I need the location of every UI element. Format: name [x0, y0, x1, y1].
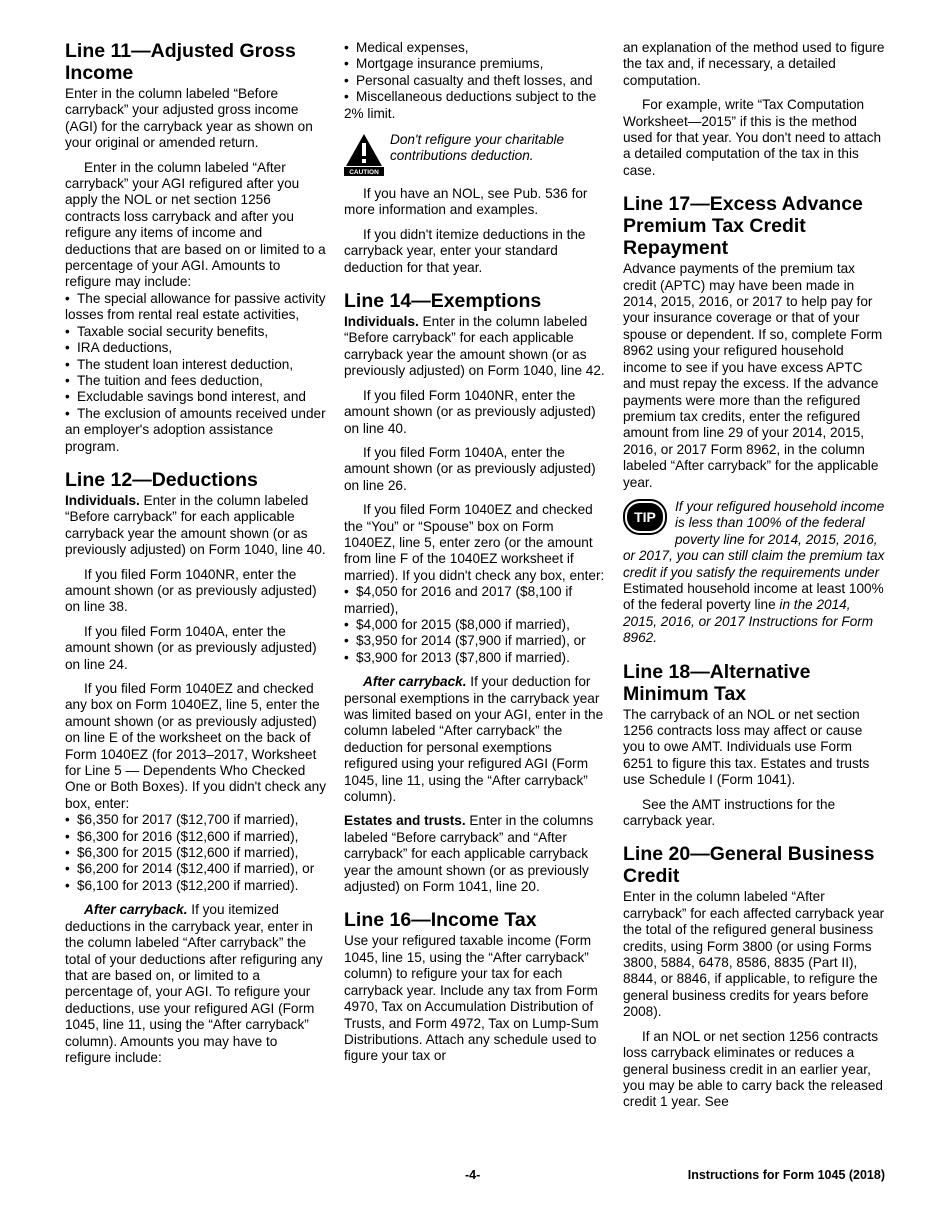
paragraph: Enter in the column labeled “After carryback” for each affected carryback year the total of the refigured general business credits, using Form 3800 (or using Forms 3800, 5884, 6478, 8586, 8835 (Part II), 8844, or 8846, if applicable, to refigure the general business credits for years before 2008). [623, 889, 885, 1020]
list-item: • The student loan interest deduction, [65, 356, 294, 372]
paragraph: The carryback of an NOL or net section 1256 contracts loss may affect or cause you to owe AMT. Individuals use Form 6251 to figure this tax. Estates and trusts use Schedule I (Form 1041). [623, 706, 870, 788]
paragraph: If you didn't itemize deductions in the carryback year, enter your standard deduction for that year. [344, 226, 586, 275]
list-item: • Mortgage insurance premiums, [344, 56, 544, 72]
list-item: • $6,300 for 2016 ($12,600 if married), [65, 828, 299, 844]
heading-line-17: Line 17—Excess Advance Premium Tax Credit Repayment [623, 193, 863, 260]
paragraph: Advance payments of the premium tax credit (APTC) may have been made in 2014, 2015, 2016, or 2017 to help pay for your insurance coverage or that of your spouse or dependent. If so, complete Form 8962 using your refigured household income to see if you have excess APTC and must repay the excess. If the advance payments were more than the refigured premium tax credits, enter the refigured amount from line 29 of your 2014, 2015, 2016, or 2017 Form 8962, in the column labeled “After carryback” for the applicable year. [623, 261, 883, 490]
page-footer [65, 1168, 885, 1186]
paragraph: If you have an NOL, see Pub. 536 for more information and examples. [344, 186, 588, 218]
list-item: • $6,100 for 2013 ($12,200 if married). [65, 877, 299, 893]
paragraph: Estates and trusts. Enter in the columns labeled “Before carryback” and “After carryback” for each applicable carryback year the amount shown (or as previously adjusted) on Form 1041, line 20. [344, 813, 594, 895]
list-item: • Medical expenses, [344, 40, 469, 55]
paragraph: Individuals. Enter in the column labeled “Before carryback” for each applicable carryback year the amount shown (or as previously adjusted) on Form 1040, line 40. [65, 492, 326, 558]
bullet-list [344, 40, 606, 122]
form-reference: Instructions for Form 1045 (2018) [687, 1168, 885, 1182]
list-item: • The special allowance for passive activity losses from rental real estate activities, [65, 290, 326, 323]
paragraph: If an NOL or net section 1256 contracts loss carryback eliminates or reduces a general business credit in an earlier year, you may be able to carry back the released credit 1 year. See [623, 1028, 883, 1110]
heading-line-11: Line 11—Adjusted Gross Income [65, 40, 296, 84]
paragraph: After carryback. If you itemized deductions in the carryback year, enter in the column labeled “After carryback” the total of your deductions after refiguring any that are based on, or limited to a percentage of, your AGI. To refigure your deductions, use your refigured AGI (Form 1045, line 11, using the “After carryback” column). Amounts you may have to refigure include: [65, 902, 323, 1065]
list-item: • $6,200 for 2014 ($12,400 if married), or [65, 861, 315, 877]
list-item: • Miscellaneous deductions subject to the 2% limit. [344, 89, 597, 121]
list-item: • Excludable savings bond interest, and [65, 389, 306, 405]
paragraph: If you filed Form 1040A, enter the amount shown (or as previously adjusted) on line 24. [65, 623, 317, 672]
paragraph: Enter in the column labeled “After carryback” your AGI refigured after you apply the NOL or net section 1256 contracts loss carryback and after you refigure any items of income and deductions that are based on or limited to a percentage of your AGI. Amounts to refigure may include: [65, 159, 326, 290]
paragraph: If you filed Form 1040NR, enter the amount shown (or as previously adjusted) on line 38. [65, 566, 317, 615]
bullet-list [344, 584, 606, 666]
tip-text: If your refigured household income is less than 100% of the federal poverty line for 2014, 2015, 2016, or 2017, you can still claim the premium tax credit if you satisfy the requirements under Estimated household income at least 100% of the federal poverty line in the 2014, 2015, 2016, or 2017 Instructions for Form 8962. [623, 498, 885, 646]
heading-line-14: Line 14—Exemptions [344, 290, 542, 313]
list-item: • $6,300 for 2015 ($12,600 if married), [65, 845, 299, 861]
paragraph: If you filed Form 1040EZ and checked the “You” or “Spouse” box on Form 1040EZ, line 5, enter zero (or the amount from line F of the 1040EZ worksheet if married). If you didn't check any box, enter: [344, 502, 605, 583]
tip-label: TIP [634, 508, 656, 525]
bullet-list [65, 291, 327, 455]
paragraph: See the AMT instructions for the carryback year. [623, 796, 836, 829]
list-item: • $3,900 for 2013 ($7,800 if married). [344, 649, 570, 665]
list-item: • $6,350 for 2017 ($12,700 if married), [65, 812, 299, 828]
heading-line-16: Line 16—Income Tax [344, 909, 537, 932]
column-2 [344, 40, 606, 1073]
paragraph: After carryback. If your deduction for personal exemptions in the carryback year was limited based on your AGI, enter in the column labeled “After carryback” the deduction for personal exemptions refigured using your refigured AGI (Form 1045, line 11, using the “After carryback” column). [344, 674, 604, 805]
caution-icon [344, 132, 384, 176]
column-1 [65, 40, 327, 1074]
list-item: • The tuition and fees deduction, [65, 372, 263, 388]
caution-text: Don't refigure your charitable contributions deduction. [390, 132, 565, 164]
list-item: • IRA deductions, [65, 340, 173, 356]
heading-line-18: Line 18—Alternative Minimum Tax [623, 660, 811, 705]
list-item: • $3,950 for 2014 ($7,900 if married), or [344, 633, 586, 649]
page-number: -4- [465, 1168, 481, 1182]
paragraph: For example, write “Tax Computation Worksheet—2015” if this is the method used for that year. You don't need to attach a detailed computation of the tax in this case. [623, 97, 882, 178]
caution-note [344, 132, 606, 176]
paragraph: Enter in the column labeled “Before carryback” your adjusted gross income (AGI) for the carryback year as shown on your original or amended return. [65, 86, 313, 151]
list-item: • Taxable social security benefits, [65, 323, 269, 339]
caution-label: CAUTION [349, 169, 379, 177]
tip-note [623, 499, 885, 647]
heading-line-20: Line 20—General Business Credit [623, 843, 875, 888]
list-item: • The exclusion of amounts received under an employer's adoption assistance program. [65, 405, 326, 454]
bullet-list [65, 812, 327, 894]
paragraph: Use your refigured taxable income (Form 1045, line 15, using the “After carryback” column) to refigure your tax for each carryback year. Include any tax from Form 4970, Tax on Accumulation Distribution of Trusts, and Form 4972, Tax on Lump-Sum Distributions. Attach any schedule used to figure your tax or [344, 933, 599, 1064]
paragraph: Individuals. Enter in the column labeled “Before carryback” for each applicable carryback year the amount shown (or as previously adjusted) on Form 1040, line 42. [344, 314, 605, 379]
list-item: • $4,000 for 2015 ($8,000 if married), [344, 616, 570, 632]
paragraph: an explanation of the method used to figure the tax and, if necessary, a detailed computation. [623, 40, 885, 88]
list-item: • $4,050 for 2016 and 2017 ($8,100 if married), [344, 584, 573, 616]
paragraph: If you filed Form 1040NR, enter the amount shown (or as previously adjusted) on line 40. [344, 387, 596, 436]
paragraph: If you filed Form 1040EZ and checked any box on Form 1040EZ, line 5, enter the amount shown (or as previously adjusted) on line E of the worksheet on the back of Form 1040EZ (for 2013–2017, Worksheet for Line 5 — Dependents Who Checked One or Both Boxes). If you didn't check any box, enter: [65, 681, 327, 811]
tip-icon [623, 499, 667, 535]
paragraph: If you filed Form 1040A, enter the amount shown (or as previously adjusted) on line 26. [344, 444, 596, 493]
list-item: • Personal casualty and theft losses, and [344, 72, 593, 88]
column-3 [623, 40, 885, 1119]
heading-line-12: Line 12—Deductions [65, 468, 258, 491]
